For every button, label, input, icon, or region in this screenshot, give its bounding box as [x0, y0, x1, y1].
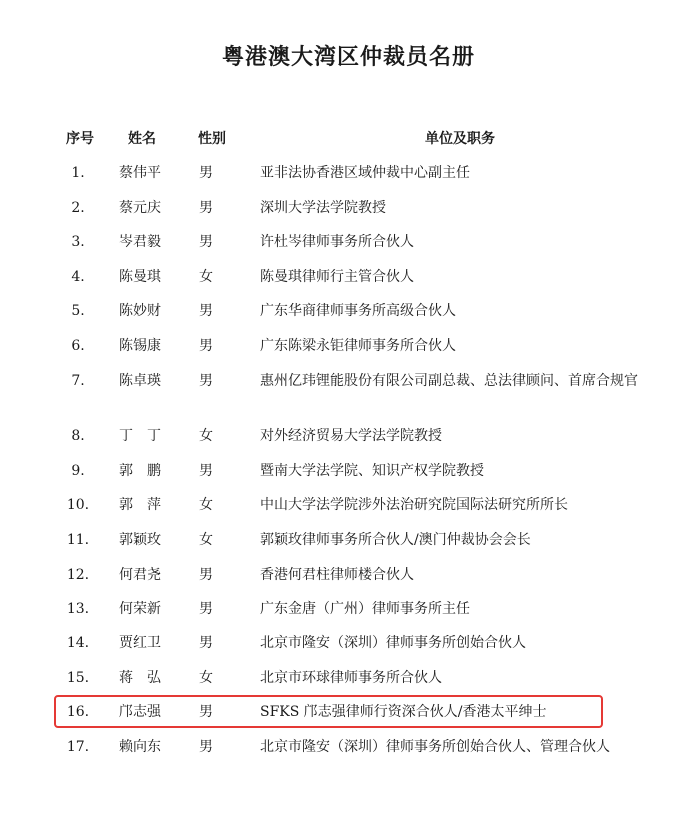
row-name: 邝志强: [119, 704, 161, 720]
row-unit: 北京市隆安（深圳）律师事务所创始合伙人、管理合伙人: [260, 739, 610, 755]
row-unit: 暨南大学法学院、知识产权学院教授: [260, 463, 484, 479]
row-gender: 男: [199, 234, 213, 250]
row-no: 2.: [71, 200, 85, 216]
row-gender: 男: [199, 601, 213, 617]
row-name: 何荣新: [119, 601, 161, 617]
row-unit: 陈曼琪律师行主管合伙人: [260, 269, 414, 285]
row-no: 16.: [66, 704, 90, 720]
header-unit: 单位及职务: [425, 131, 495, 147]
row-unit: 对外经济贸易大学法学院教授: [260, 428, 442, 444]
row-name: 丁 丁: [119, 428, 161, 444]
row-gender: 男: [199, 200, 213, 216]
row-name: 陈锡康: [119, 338, 161, 354]
row-unit: 广东华商律师事务所高级合伙人: [260, 303, 456, 319]
row-no: 14.: [66, 635, 90, 651]
row-unit: 深圳大学法学院教授: [260, 200, 386, 216]
row-no: 8.: [71, 428, 85, 444]
row-name: 贾红卫: [119, 635, 161, 651]
row-no: 15.: [66, 670, 90, 686]
row-gender: 男: [199, 303, 213, 319]
row-no: 6.: [71, 338, 85, 354]
row-no: 9.: [71, 463, 85, 479]
row-name: 岑君毅: [119, 234, 161, 250]
row-name: 陈妙财: [119, 303, 161, 319]
row-name: 赖向东: [119, 739, 161, 755]
row-gender: 男: [199, 338, 213, 354]
row-unit: 北京市隆安（深圳）律师事务所创始合伙人: [260, 635, 526, 651]
row-gender: 女: [199, 670, 213, 686]
row-unit: 许杜岑律师事务所合伙人: [260, 234, 414, 250]
document-title: 粤港澳大湾区仲裁员名册: [221, 45, 475, 70]
table-header: [0, 128, 697, 150]
row-gender: 男: [199, 635, 213, 651]
row-name: 蔡元庆: [119, 200, 161, 216]
row-no: 5.: [71, 303, 85, 319]
row-name: 陈卓瑛: [119, 373, 161, 389]
row-gender: 女: [199, 269, 213, 285]
header-name: 姓名: [128, 131, 156, 147]
row-name: 陈曼琪: [119, 269, 161, 285]
row-no: 12.: [66, 567, 90, 583]
row-no: 17.: [66, 739, 90, 755]
row-no: 7.: [71, 373, 85, 389]
row-gender: 男: [199, 704, 213, 720]
row-no: 1.: [71, 165, 85, 181]
row-gender: 男: [199, 739, 213, 755]
row-unit: 北京市环球律师事务所合伙人: [260, 670, 442, 686]
row-gender: 男: [199, 463, 213, 479]
row-gender: 女: [199, 497, 213, 513]
header-gender: 性别: [198, 131, 226, 147]
row-unit: 郭颖玫律师事务所合伙人/澳门仲裁协会会长: [260, 532, 531, 548]
row-name: 郭 鹏: [119, 463, 161, 479]
row-no: 10.: [66, 497, 90, 513]
header-no: 序号: [66, 131, 94, 147]
row-name: 蔡伟平: [119, 165, 161, 181]
row-gender: 女: [199, 428, 213, 444]
row-unit: 广东陈梁永钜律师事务所合伙人: [260, 338, 456, 354]
row-gender: 男: [199, 567, 213, 583]
row-no: 3.: [71, 234, 85, 250]
row-unit: 亚非法协香港区域仲裁中心副主任: [260, 165, 470, 181]
row-unit: SFKS 邝志强律师行资深合伙人/香港太平绅士: [260, 704, 547, 720]
row-name: 郭 萍: [119, 497, 161, 513]
row-name: 蒋 弘: [119, 670, 161, 686]
row-unit: 中山大学法学院涉外法治研究院国际法研究所所长: [260, 497, 568, 513]
row-no: 13.: [66, 601, 90, 617]
row-unit: 香港何君柱律师楼合伙人: [260, 567, 414, 583]
row-gender: 男: [199, 373, 213, 389]
row-gender: 女: [199, 532, 213, 548]
row-name: 何君尧: [119, 567, 161, 583]
row-no: 11.: [66, 532, 90, 548]
row-name: 郭颖玫: [119, 532, 161, 548]
row-no: 4.: [71, 269, 85, 285]
row-unit: 惠州亿玮锂能股份有限公司副总裁、总法律顾问、首席合规官: [260, 373, 638, 389]
row-unit: 广东金唐（广州）律师事务所主任: [260, 601, 470, 617]
row-gender: 男: [199, 165, 213, 181]
